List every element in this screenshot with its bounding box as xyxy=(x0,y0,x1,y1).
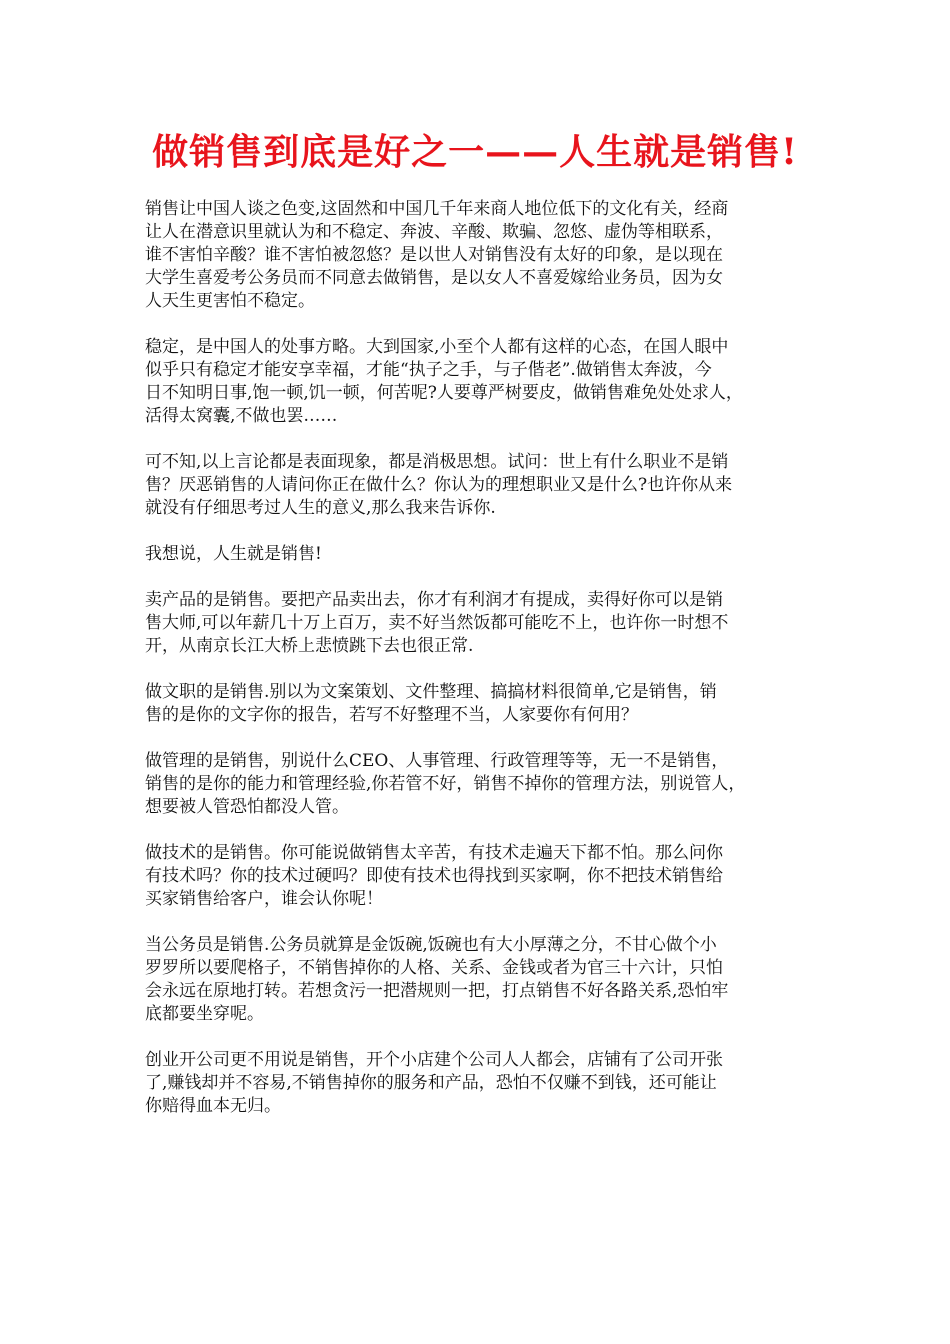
paragraph xyxy=(145,934,815,1026)
paragraph xyxy=(145,681,815,727)
paragraph-line: 买家销售给客户，谁会认你呢！ xyxy=(145,889,383,909)
paragraph-line: 销售让中国人谈之色变,这固然和中国几千年来商人地位低下的文化有关，经商 xyxy=(145,199,729,219)
paragraph xyxy=(145,842,815,911)
paragraph-line: 似乎只有稳定才能安享幸福，才能“执子之手，与子偕老”.做销售太奔波，今 xyxy=(145,360,712,380)
paragraph-line: 了,赚钱却并不容易,不销售掉你的服务和产品，恐怕不仅赚不到钱，还可能让 xyxy=(145,1073,717,1093)
paragraph-line: 销售的是你的能力和管理经验,你若管不好，销售不掉你的管理方法，别说管人， xyxy=(145,774,746,794)
paragraph-line: 创业开公司更不用说是销售，开个小店建个公司人人都会，店铺有了公司开张 xyxy=(145,1050,723,1070)
paragraph-line: 我想说，人生就是销售! xyxy=(145,544,322,564)
paragraph-line: 做管理的是销售，别说什么CEO、人事管理、行政管理等等，无一不是销售， xyxy=(145,751,729,771)
paragraph-line: 想要被人管恐怕都没人管。 xyxy=(145,797,349,817)
paragraph-line: 开，从南京长江大桥上悲愤跳下去也很正常. xyxy=(145,636,474,656)
paragraph xyxy=(145,336,815,428)
paragraph-line: 就没有仔细思考过人生的意义,那么我来告诉你. xyxy=(145,498,496,518)
paragraph-line: 稳定，是中国人的处事方略。大到国家,小至个人都有这样的心态，在国人眼中 xyxy=(145,337,729,357)
paragraph-line: 售？厌恶销售的人请问你正在做什么？你认为的理想职业又是什么?也许你从来 xyxy=(145,475,733,495)
document-title: 做销售到底是好之一——人生就是销售! xyxy=(152,131,798,173)
paragraph xyxy=(145,750,815,819)
paragraph-line: 售的是你的文字你的报告，若写不好整理不当，人家要你有何用？ xyxy=(145,705,638,725)
paragraph-line: 有技术吗？你的技术过硬吗？即使有技术也得找到买家啊，你不把技术销售给 xyxy=(145,866,723,886)
paragraph-line: 活得太窝囊,不做也罢…… xyxy=(145,406,338,426)
paragraph-line: 做文职的是销售.别以为文案策划、文件整理、搞搞材料很简单,它是销售，销 xyxy=(145,682,717,702)
paragraph-line: 会永远在原地打转。若想贪污一把潜规则一把，打点销售不好各路关系,恐怕牢 xyxy=(145,981,729,1001)
paragraph-line: 可不知,以上言论都是表面现象，都是消极思想。试问：世上有什么职业不是销 xyxy=(145,452,729,472)
paragraph-line: 售大师,可以年薪几十万上百万，卖不好当然饭都可能吃不上，也许你一时想不 xyxy=(145,613,729,633)
paragraph-line: 日不知明日事,饱一顿,饥一顿，何苦呢?人要尊严树要皮，做销售难免处处求人， xyxy=(145,383,743,403)
paragraph xyxy=(145,1049,815,1118)
paragraph-line: 当公务员是销售.公务员就算是金饭碗,饭碗也有大小厚薄之分，不甘心做个小 xyxy=(145,935,717,955)
paragraph-line: 让人在潜意识里就认为和不稳定、奔波、辛酸、欺骗、忽悠、虚伪等相联系， xyxy=(145,222,723,242)
paragraph xyxy=(145,198,815,313)
paragraph-line: 底都要坐穿呢。 xyxy=(145,1004,264,1024)
paragraph-line: 卖产品的是销售。要把产品卖出去，你才有利润才有提成，卖得好你可以是销 xyxy=(145,590,723,610)
paragraph-line: 人天生更害怕不稳定。 xyxy=(145,291,315,311)
paragraph-line: 做技术的是销售。你可能说做销售太辛苦，有技术走遍天下都不怕。那么问你 xyxy=(145,843,723,863)
paragraph-line: 你赔得血本无归。 xyxy=(145,1096,281,1116)
paragraph xyxy=(145,451,815,520)
paragraph-line: 大学生喜爱考公务员而不同意去做销售，是以女人不喜爱嫁给业务员，因为女 xyxy=(145,268,723,288)
paragraph xyxy=(145,589,815,658)
paragraph-line: 罗罗所以要爬格子，不销售掉你的人格、关系、金钱或者为官三十六计，只怕 xyxy=(145,958,723,978)
paragraph-line: 谁不害怕辛酸？谁不害怕被忽悠？是以世人对销售没有太好的印象，是以现在 xyxy=(145,245,723,265)
document-body xyxy=(145,198,815,1141)
paragraph xyxy=(145,543,815,566)
